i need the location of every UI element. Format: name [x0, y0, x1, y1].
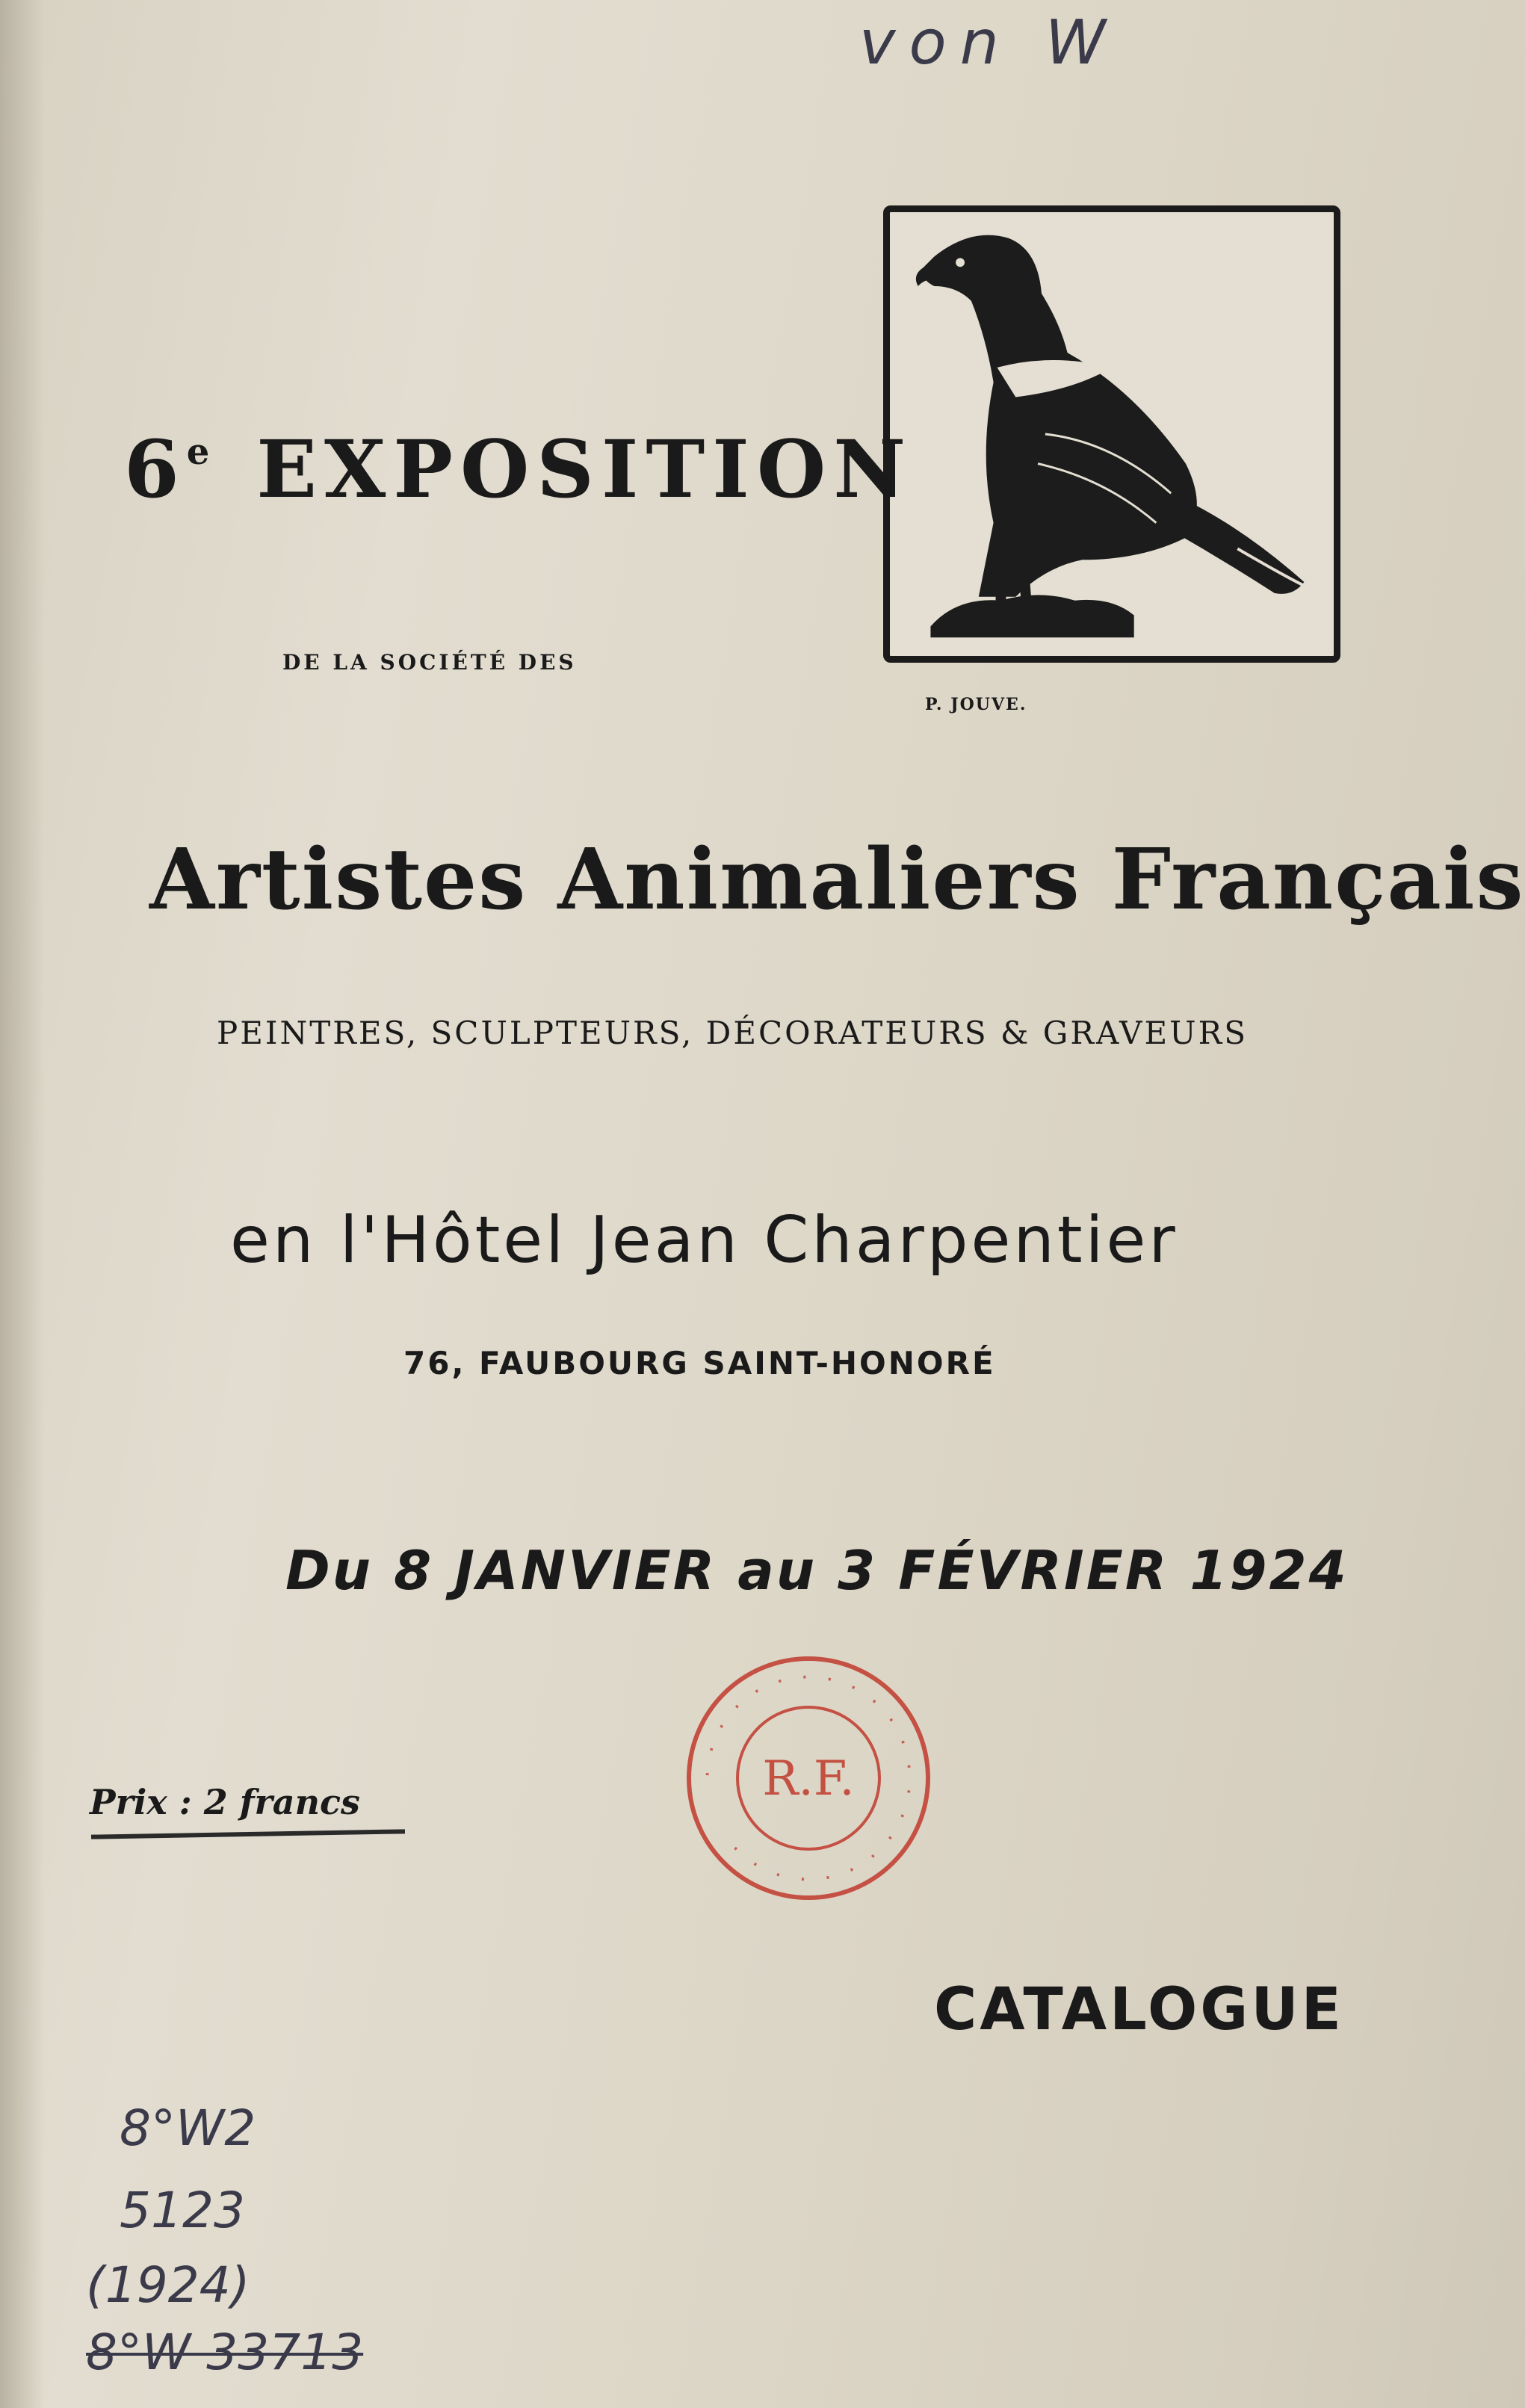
shelfmark-struck: 8°W 33713 [86, 2324, 364, 2381]
eagle-icon [890, 212, 1334, 656]
catalogue-label: CATALOGUE [934, 1976, 1344, 2043]
eagle-illustration-frame [883, 205, 1340, 663]
svg-text:· · · · · · · · · · · · · · ·: · · · · · · · · · · · · · · · · · · · · · · · [694, 1664, 923, 1892]
price-label: Prix : 2 francs [90, 1782, 360, 1822]
disciplines-line: PEINTRES, SCULPTEURS, DÉCORATEURS & GRAVEURS [217, 1015, 1248, 1051]
illustrator-signature: P. JOUVE. [925, 695, 1027, 714]
exhibition-dates: Du 8 JANVIER au 3 FÉVRIER 1924 [285, 1539, 1349, 1602]
shelfmark-line: 8°W2 [120, 2099, 256, 2157]
edition-number: 6 [124, 422, 187, 516]
page-edge-shadow [0, 0, 45, 2408]
handwritten-note: von W [859, 7, 1119, 78]
address-line: 76, FAUBOURG SAINT-HONORÉ [403, 1345, 996, 1381]
price-underline [91, 1829, 405, 1839]
society-intro: DE LA SOCIÉTÉ DES [282, 650, 577, 675]
venue-line: en l'Hôtel Jean Charpentier [230, 1203, 1178, 1278]
shelfmark-line: (1924) [86, 2256, 250, 2314]
society-name: Artistes Animaliers Français [149, 831, 1525, 929]
exposition-word: EXPOSITION [256, 422, 914, 516]
stamp-initials: R.F. [762, 1751, 855, 1807]
library-stamp-icon [681, 1651, 935, 1905]
edition-suffix: e [186, 431, 217, 473]
exhibition-title [124, 422, 913, 516]
shelfmark-line: 5123 [120, 2182, 245, 2239]
